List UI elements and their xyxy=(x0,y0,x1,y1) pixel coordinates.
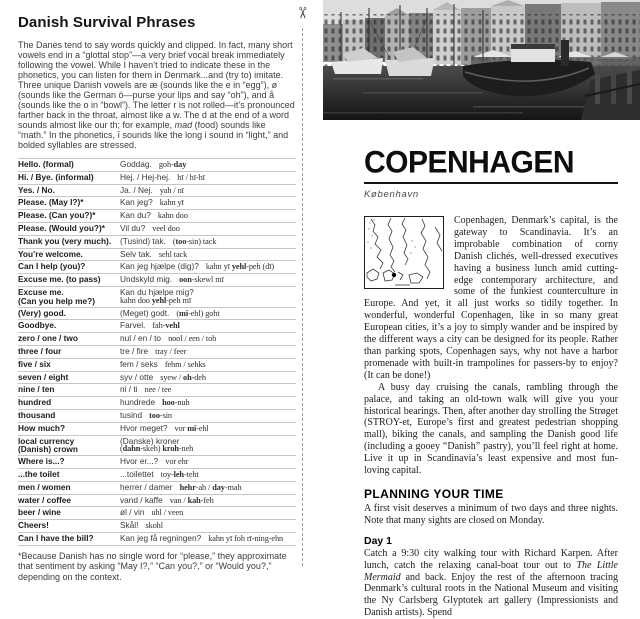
phrase-english: Goodbye. xyxy=(18,320,57,331)
phrase-danish: fem / seks xyxy=(120,358,158,369)
phrase-phonetic: skohl xyxy=(145,521,163,531)
phrase-row xyxy=(18,320,296,333)
phrase-value xyxy=(120,198,296,208)
phrase-value xyxy=(120,347,296,357)
phrase-row xyxy=(18,346,296,359)
phrase-phonetic: yah / nī xyxy=(159,185,184,195)
phrase-danish: (Tusind) tak. xyxy=(120,235,166,246)
phrase-phonetic: too-sin xyxy=(149,410,172,420)
phrase-value xyxy=(120,508,296,518)
phrase-value xyxy=(120,411,296,421)
phrase-value xyxy=(120,224,296,234)
phrase-danish: hundrede xyxy=(120,397,156,408)
phrase-phonetic: veel doo xyxy=(152,223,180,233)
phrase-danish: tre / fire xyxy=(120,345,149,356)
phrase-value xyxy=(120,275,296,285)
intro-paragraph-2: A busy day cruising the canals, rambling through the palace, and taking an old-town walk will give you your historical bearings. Then, after another day strolling the Strøget (STROY-et, Europe’s first and greatest pedestrian shopping mall), biking the canals, and sampling the Danish good life (including a gooey “Danish” pastry), you’ll feel right at home. Live it up in Scandinavia’s least expensive and most fun-loving capital. xyxy=(364,381,618,477)
phrase-value xyxy=(120,186,296,196)
phrase-phonetic: nee / tee xyxy=(144,385,172,395)
phrase-english: Where is...? xyxy=(18,456,65,467)
phrase-value xyxy=(120,373,296,383)
intro-paragraph-1: Copenhagen, Denmark’s capital, is the gateway to Scandinavia. It’s an improbable combination of corny Danish clichés, well-dressed executives having a business lunch amid cutting-edge contemporary architecture, and some of the funkiest counterculture in Europe. And yet, it all just works so tidily together. In wonderful, wonderful Copenhagen, like in so many great European cities, it’s a joy to simply wander and be inspired by the different ways a city can be designed for its people. Rather than parking spots, Copenhagen says, why not have a harbor promenade with built-in trampolines for passers-by to enjoy? (It can be done!) xyxy=(364,215,618,381)
phrase-value xyxy=(120,237,296,247)
phrase-phonetic: (dahn-skeh) kroh-neh xyxy=(120,444,194,454)
phrase-value xyxy=(120,173,296,183)
phrase-phonetic: kahn doo yehl-peh mī xyxy=(120,295,192,305)
phrase-value xyxy=(120,437,296,455)
phrase-danish: Skål! xyxy=(120,520,139,531)
chapter-subtitle: København xyxy=(364,189,419,200)
phrase-english: seven / eight xyxy=(18,371,69,382)
phrase-value xyxy=(120,288,296,306)
phrase-danish: tusind xyxy=(120,409,143,420)
phrase-danish: Vil du? xyxy=(120,222,146,233)
phrase-value xyxy=(120,309,296,319)
phrase-danish: herrer / damer xyxy=(120,481,173,492)
copenhagen-map-dot xyxy=(392,273,396,277)
phrase-row xyxy=(18,197,296,210)
phrase-phonetic: vor mī-ehl xyxy=(174,423,209,433)
phrase-row xyxy=(18,520,296,533)
phrase-phonetic: toy-leh-teht xyxy=(160,469,199,479)
phrase-phonetic: fehm / sehks xyxy=(164,359,206,369)
phrase-row xyxy=(18,507,296,520)
phrase-row xyxy=(18,482,296,495)
phrase-row xyxy=(18,172,296,185)
phrase-english: Thank you (very much). xyxy=(18,235,112,246)
phrase-row xyxy=(18,223,296,236)
phrase-english: You’re welcome. xyxy=(18,248,83,259)
phrase-english: Excuse me. (to pass) xyxy=(18,274,101,285)
phrase-value xyxy=(120,160,296,170)
phrase-value xyxy=(120,360,296,370)
phrase-english: local currency (Danish) crown xyxy=(18,435,78,455)
phrase-row xyxy=(18,533,296,546)
phrase-row xyxy=(18,436,296,457)
phrase-danish: syv / otte xyxy=(120,371,154,382)
phrase-phonetic: syew / oh-deh xyxy=(160,372,206,382)
phrase-english: thousand xyxy=(18,409,56,420)
phrase-danish: Farvel. xyxy=(120,320,146,331)
phrase-row xyxy=(18,456,296,469)
phrase-phonetic: (mī-ehl) goht xyxy=(176,308,220,318)
phrase-value xyxy=(120,334,296,344)
phrase-danish: Undskyld mig. xyxy=(120,274,173,285)
scandinavia-map xyxy=(364,216,444,289)
nyhavn-harbor-photo xyxy=(323,0,640,120)
phrase-row xyxy=(18,236,296,249)
phrase-danish: vand / kaffe xyxy=(120,494,163,505)
phrase-english: nine / ten xyxy=(18,384,55,395)
phrase-phonetic: kahn doo xyxy=(157,211,188,221)
phrase-english: beer / wine xyxy=(18,507,61,518)
phrase-english: Please. (Can you?)* xyxy=(18,210,96,221)
chapter-title: COPENHAGEN xyxy=(364,144,575,180)
phrase-danish: nul / en / to xyxy=(120,333,162,344)
phrase-phonetic: nool / een / toh xyxy=(168,334,217,344)
page-title: Danish Survival Phrases xyxy=(18,14,196,31)
phrase-row xyxy=(18,397,296,410)
phrase-english: (Very) good. xyxy=(18,307,66,318)
phrase-value xyxy=(120,262,296,272)
phrase-english: Please. (May I?)* xyxy=(18,197,84,208)
phrase-phonetic: hoo-nuh xyxy=(162,398,190,408)
phrase-english: hundred xyxy=(18,397,52,408)
phrase-value xyxy=(120,385,296,395)
intro-paragraph: The Danes tend to say words quickly and clipped. In fact, many short vowels end in a “glottal stop”—a very brief vocal break immediately following the vowel. While I haven’t tried to indicate these in the phonetics, you can listen for them in Denmark...and (try to) imitate. Three unique Danish vowels are æ (sounds like the e in “egg”), ø (sounds like the German ö—purse your lips and say “oh”), and å (sounds like the o in “bowl”). The letter r is not rolled—it’s pronounced farther back in the throat, almost like a w. The d at the end of a word sounds almost like our th; for example, mad (food) sounds like “math.” In the phonetics, ī sounds like the long i sound in “light,” and bolded syllables are stressed. xyxy=(18,40,295,150)
phrase-value xyxy=(120,250,296,260)
right-page xyxy=(364,146,618,619)
phrase-row xyxy=(18,210,296,223)
phrase-value xyxy=(120,424,296,434)
cut-line xyxy=(302,28,303,566)
day1-heading: Day 1 xyxy=(364,534,393,547)
phrase-value xyxy=(120,321,296,331)
phrase-row xyxy=(18,185,296,198)
phrase-english: Yes. / No. xyxy=(18,184,55,195)
phrase-danish: Hej. / Hej-hej. xyxy=(120,171,171,182)
phrase-phonetic: hī / hī-hī xyxy=(177,172,205,182)
left-page xyxy=(18,14,296,591)
scissors-icon: ✂ xyxy=(293,6,310,20)
phrase-value xyxy=(120,470,296,480)
phrase-phonetic: van / kah-feh xyxy=(169,495,214,505)
phrase-english: Can I help (you)? xyxy=(18,261,86,272)
phrase-danish: ...toilettet xyxy=(120,468,154,479)
phrase-phonetic: vor ehr xyxy=(165,457,189,467)
phrase-english: Please. (Would you?)* xyxy=(18,222,105,233)
phrase-phonetic: sehl tack xyxy=(158,249,188,259)
phrase-phonetic: goh-day xyxy=(158,160,187,169)
phrase-phonetic: fah-vehl xyxy=(152,321,180,331)
phrase-value xyxy=(120,534,296,544)
phrase-row xyxy=(18,249,296,262)
phrase-danish: (Danske) kroner xyxy=(120,435,180,446)
phrase-row xyxy=(18,423,296,436)
phrase-row xyxy=(18,159,296,172)
phrase-english: five / six xyxy=(18,358,51,369)
phrase-value xyxy=(120,398,296,408)
day1-paragraph: Catch a 9:30 city walking tour with Richard Karpen. After lunch, catch the relaxing canal-boat tour out to The Little Mermaid and back. Enjoy the rest of the afternoon tracing Denmark’s cultural roots in the National Museum and visiting the Ny Carlsberg Glyptotek art gallery (Impressionists and Danish artists). Spend xyxy=(364,547,618,619)
phrase-danish: (Meget) godt. xyxy=(120,307,170,318)
phrase-row xyxy=(18,495,296,508)
phrase-english: men / women xyxy=(18,481,71,492)
phrase-danish: Goddag. xyxy=(120,159,152,169)
phrase-danish: Kan du hjælpe mig? xyxy=(120,286,194,297)
phrase-english: Excuse me. (Can you help me?) xyxy=(18,286,95,306)
phrase-row xyxy=(18,287,296,308)
title-rule xyxy=(364,182,618,184)
phrase-phonetic: tray / feer xyxy=(155,346,187,356)
phrase-english: water / coffee xyxy=(18,494,72,505)
phrase-danish: Selv tak. xyxy=(120,248,152,259)
phrase-row xyxy=(18,410,296,423)
phrase-row xyxy=(18,384,296,397)
phrase-english: Hi. / Bye. (informal) xyxy=(18,171,94,182)
phrase-english: ...the toilet xyxy=(18,468,60,479)
phrase-danish: ni / ti xyxy=(120,384,138,395)
phrase-danish: Kan jeg hjælpe (dig)? xyxy=(120,261,199,272)
phrase-english: Cheers! xyxy=(18,520,49,531)
planning-paragraph: A first visit deserves a minimum of two days and three nights. Note that many sights are closed on Monday. xyxy=(364,502,618,526)
phrase-table xyxy=(18,158,296,546)
phrase-row xyxy=(18,261,296,274)
phrase-value xyxy=(120,457,296,467)
footnote: *Because Danish has no single word for “please,” they approximate that sentiment by asking “May I?,” “Can you?,” or “Would you?,” depending on the context. xyxy=(18,550,287,582)
phrase-english: three / four xyxy=(18,345,62,356)
phrase-row xyxy=(18,274,296,287)
phrase-phonetic: kahn yī yehl-peh (dī) xyxy=(205,262,275,272)
phrase-phonetic: uhl / veen xyxy=(151,508,184,518)
phrase-phonetic: (too-sin) tack xyxy=(172,236,217,246)
phrase-value xyxy=(120,211,296,221)
phrase-phonetic: hehr-ah / day-mah xyxy=(179,482,242,492)
phrase-row xyxy=(18,333,296,346)
phrase-row xyxy=(18,372,296,385)
phrase-phonetic: oon-skewl mī xyxy=(179,275,224,285)
phrase-danish: Kan du? xyxy=(120,210,151,221)
phrase-value xyxy=(120,483,296,493)
phrase-danish: Hvor meget? xyxy=(120,422,168,433)
phrase-row xyxy=(18,359,296,372)
phrase-danish: Ja. / Nej. xyxy=(120,184,153,195)
phrase-english: zero / one / two xyxy=(18,333,78,344)
phrase-phonetic: kahn yī foh rī-ning-ehn xyxy=(208,533,284,543)
phrase-value xyxy=(120,496,296,506)
phrase-english: Can I have the bill? xyxy=(18,532,94,543)
phrase-phonetic: kahn yī xyxy=(159,198,184,208)
planning-heading: PLANNING YOUR TIME xyxy=(364,486,504,501)
phrase-danish: Kan jeg? xyxy=(120,197,153,208)
phrase-row xyxy=(18,308,296,321)
phrase-danish: øl / vin xyxy=(120,507,145,518)
phrase-english: How much? xyxy=(18,422,66,433)
phrase-value xyxy=(120,521,296,531)
phrase-english: Hello. (formal) xyxy=(18,159,74,169)
phrase-danish: Kan jeg få regningen? xyxy=(120,532,202,543)
phrase-row xyxy=(18,469,296,482)
phrase-danish: Hvor er...? xyxy=(120,456,159,467)
